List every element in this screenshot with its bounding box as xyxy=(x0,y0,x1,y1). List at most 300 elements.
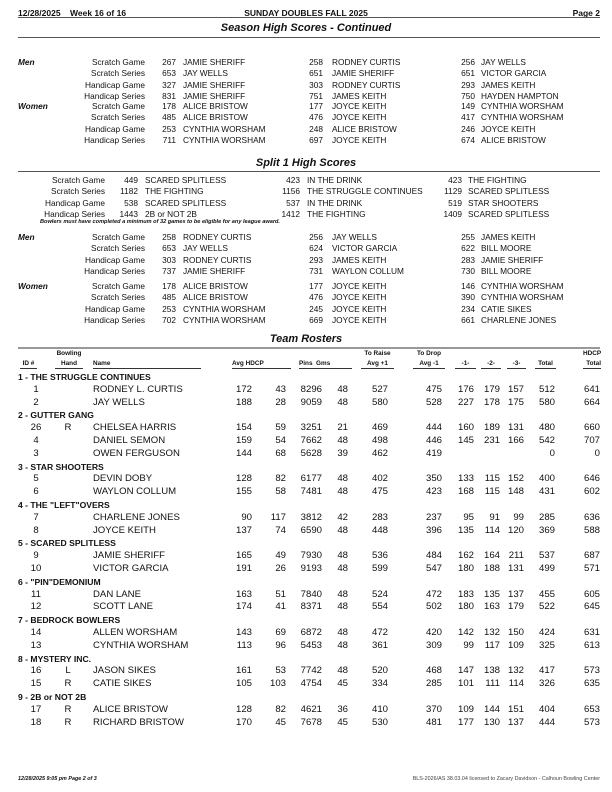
stat-hdcp-total: 707 xyxy=(583,435,600,446)
score-category: Handicap Series xyxy=(84,314,145,325)
bowler-name: CHELSEA HARRIS xyxy=(93,422,177,434)
stat-pins: 9059 xyxy=(300,396,322,408)
stat-g1: 180 xyxy=(457,563,474,574)
stat-g3: 137 xyxy=(507,588,524,600)
stat-raise: 530 xyxy=(371,716,388,728)
score-value: 751 xyxy=(309,90,323,101)
stat-avg: 144 xyxy=(235,447,252,459)
bowler-name: JAMIE SHERIFF xyxy=(183,90,246,101)
bowler-id: 26 xyxy=(30,422,42,434)
stat-gms: 21 xyxy=(337,422,348,434)
stat-drop: 468 xyxy=(425,665,442,677)
stat-drop: 285 xyxy=(425,678,442,690)
stat-g3: 150 xyxy=(507,627,524,638)
bowler-name: JAMIE SHERIFF xyxy=(183,57,246,67)
bowler-name: BILL MOORE xyxy=(481,243,532,254)
footer-license: BLS-2026/AS 38.03.04 licensed to Zacary Davidson - Calhoun Bowling Center xyxy=(412,776,600,782)
stat-hdcp: 53 xyxy=(275,665,286,677)
bowler-name: JAMES KEITH xyxy=(481,232,536,242)
score-value: 248 xyxy=(309,123,323,134)
score-value: 485 xyxy=(162,112,176,123)
col-hand-header: Hand xyxy=(55,360,83,369)
rosters-rule xyxy=(18,347,600,349)
score-value: 178 xyxy=(162,101,176,111)
score-value: 146 xyxy=(461,281,475,291)
score-category: Handicap Series xyxy=(44,208,105,219)
stat-gms: 48 xyxy=(337,563,348,574)
bowler-name: JAY WELLS xyxy=(332,232,377,242)
bowler-name: ALICE BRISTOW xyxy=(183,112,248,123)
team-name: THE FIGHTING xyxy=(145,186,204,197)
stat-gms: 48 xyxy=(337,435,348,446)
stat-hdcp-total: 588 xyxy=(583,524,600,536)
bowler-id: 2 xyxy=(33,396,39,408)
stat-avg: 137 xyxy=(235,524,252,536)
stat-drop: 309 xyxy=(425,639,442,651)
stat-total: 417 xyxy=(538,665,555,677)
score-value: 178 xyxy=(162,281,176,291)
stat-hdcp: 117 xyxy=(270,511,286,523)
stat-gms: 48 xyxy=(337,383,348,395)
stat-hdcp: 69 xyxy=(275,627,286,638)
stat-pins: 7662 xyxy=(300,435,322,446)
score-value: 476 xyxy=(309,292,323,303)
stat-hdcp: 74 xyxy=(275,524,286,536)
bowling-hand: L xyxy=(65,665,71,677)
split-high-title: Split 1 High Scores xyxy=(255,157,357,169)
bowler-name: OWEN FERGUSON xyxy=(93,447,180,459)
bowler-name: CYNTHIA WORSHAM xyxy=(481,292,564,303)
score-value: 245 xyxy=(309,303,323,314)
league-name: SUNDAY DOUBLES FALL 2025 xyxy=(244,8,368,18)
stat-hdcp-total: 573 xyxy=(583,716,600,728)
score-value: 731 xyxy=(309,265,323,276)
team-header: 6 - "PIN"DEMONIUM xyxy=(18,576,101,587)
col-hdcp-total-header: Total xyxy=(583,360,601,369)
bowler-name: JOYCE KEITH xyxy=(332,112,387,123)
bowler-id: 6 xyxy=(33,486,39,498)
stat-avg: 170 xyxy=(235,716,252,728)
stat-g1: 183 xyxy=(457,588,474,600)
stat-avg: 191 xyxy=(235,563,252,574)
stat-g2: 178 xyxy=(483,396,500,408)
stat-gms: 48 xyxy=(337,627,348,638)
report-date: 12/28/2025 xyxy=(18,8,61,18)
stat-raise: 410 xyxy=(371,703,388,715)
col-game2-header: -2- xyxy=(481,360,501,369)
score-value: 255 xyxy=(461,232,475,242)
score-category: Scratch Series xyxy=(91,68,145,79)
stat-gms: 48 xyxy=(337,665,348,677)
bowler-name: JOYCE KEITH xyxy=(93,524,156,536)
stat-hdcp: 59 xyxy=(275,422,286,434)
stat-total: 537 xyxy=(538,550,555,562)
team-header: 2 - GUTTER GANG xyxy=(18,410,94,421)
stat-gms: 48 xyxy=(337,550,348,562)
stat-g3: 179 xyxy=(507,601,524,613)
stat-g2: 115 xyxy=(484,486,500,498)
stat-hdcp: 49 xyxy=(275,550,286,562)
bowler-name: CYNTHIA WORSHAM xyxy=(481,281,564,291)
team-header: 1 - THE STRUGGLE CONTINUES xyxy=(18,372,151,382)
team-header: 3 - STAR SHOOTERS xyxy=(18,461,104,472)
stat-hdcp-total: 631 xyxy=(583,627,600,638)
score-value: 651 xyxy=(309,68,323,79)
stat-avg: 90 xyxy=(241,511,252,523)
group-label: Women xyxy=(18,101,48,111)
stat-drop: 481 xyxy=(425,716,442,728)
score-value: 651 xyxy=(461,68,475,79)
stat-g3: 175 xyxy=(507,396,524,408)
bowler-name: JAMIE SHERIFF xyxy=(183,79,246,90)
stat-g2: 132 xyxy=(483,627,500,638)
score-value: 661 xyxy=(461,314,475,325)
col-game1-header: -1- xyxy=(455,360,476,369)
report-week: Week 16 of 16 xyxy=(70,8,127,18)
stat-gms: 36 xyxy=(337,703,348,715)
stat-total: 285 xyxy=(538,511,555,523)
stat-avg: 188 xyxy=(235,396,252,408)
team-rosters-title: Team Rosters xyxy=(269,333,343,345)
stat-drop: 475 xyxy=(425,383,442,395)
stat-drop: 472 xyxy=(425,588,442,600)
bowler-id: 11 xyxy=(31,588,41,600)
stat-hdcp-total: 605 xyxy=(583,588,600,600)
stat-pins: 7840 xyxy=(300,588,322,600)
stat-hdcp-total: 646 xyxy=(583,473,600,485)
stat-gms: 48 xyxy=(337,486,348,498)
stat-pins: 7742 xyxy=(300,665,322,677)
bowler-name: CYNTHIA WORSHAM xyxy=(481,112,564,123)
score-value: 177 xyxy=(309,281,323,291)
bowler-name: JOYCE KEITH xyxy=(332,281,387,291)
bowler-name: CYNTHIA WORSHAM xyxy=(183,134,266,145)
stat-avg: 174 xyxy=(235,601,252,613)
stat-total: 480 xyxy=(538,422,555,434)
score-value: 293 xyxy=(309,254,323,265)
season-high-title: Season High Scores - Continued xyxy=(220,22,392,34)
score-value: 1412 xyxy=(281,208,300,219)
bowler-name: ALICE BRISTOW xyxy=(183,281,248,291)
stat-raise: 524 xyxy=(371,588,388,600)
bowler-name: CATIE SIKES xyxy=(93,678,152,690)
stat-pins: 4754 xyxy=(300,678,322,690)
stat-drop: 237 xyxy=(425,511,442,523)
bowler-name: RICHARD BRISTOW xyxy=(93,716,184,728)
team-name: THE FIGHTING xyxy=(307,208,366,219)
stat-hdcp-total: 613 xyxy=(583,639,600,651)
score-category: Scratch Series xyxy=(91,243,145,254)
stat-g1: 168 xyxy=(457,486,474,498)
stat-avg: 128 xyxy=(235,703,252,715)
stat-g3: 99 xyxy=(513,511,524,523)
stat-hdcp-total: 645 xyxy=(583,601,600,613)
stat-g1: 133 xyxy=(457,473,474,485)
footer-timestamp: 12/28/2025 9:05 pm Page 2 of 3 xyxy=(18,776,97,782)
stat-total: 522 xyxy=(538,601,555,613)
bowling-hand: R xyxy=(64,703,72,715)
bowler-id: 15 xyxy=(30,678,42,690)
bowler-name: RODNEY CURTIS xyxy=(183,254,252,265)
score-value: 423 xyxy=(286,175,300,185)
bowler-name: ALICE BRISTOW xyxy=(183,292,248,303)
bowler-name: JOYCE KEITH xyxy=(332,292,387,303)
score-value: 737 xyxy=(162,265,176,276)
stat-gms: 48 xyxy=(337,524,348,536)
stat-gms: 48 xyxy=(337,396,348,408)
score-value: 256 xyxy=(461,57,475,67)
stat-raise: 402 xyxy=(371,473,388,485)
stat-hdcp: 54 xyxy=(275,435,286,446)
stat-drop: 446 xyxy=(425,435,442,446)
stat-gms: 45 xyxy=(337,678,348,690)
bowler-name: VICTOR GARCIA xyxy=(481,68,547,79)
bowler-id: 9 xyxy=(33,550,39,562)
bowler-name: RODNEY CURTIS xyxy=(332,79,401,90)
stat-hdcp: 41 xyxy=(275,601,286,613)
bowler-name: JAY WELLS xyxy=(183,68,228,79)
stat-hdcp: 28 xyxy=(275,396,286,408)
bowler-id: 10 xyxy=(30,563,42,574)
stat-avg: 159 xyxy=(235,435,252,446)
stat-g2: 138 xyxy=(483,665,500,677)
col-total-header: Total xyxy=(535,360,556,369)
bowler-name: JOYCE KEITH xyxy=(332,314,387,325)
stat-drop: 370 xyxy=(425,703,442,715)
stat-g2: 188 xyxy=(483,563,500,574)
stat-drop: 396 xyxy=(425,524,442,536)
stat-total: 431 xyxy=(538,486,555,498)
stat-hdcp-total: 653 xyxy=(583,703,600,715)
bowler-name: JAMES KEITH xyxy=(332,254,387,265)
team-header: 8 - MYSTERY INC. xyxy=(18,653,92,664)
stat-hdcp: 51 xyxy=(275,588,286,600)
stat-raise: 520 xyxy=(371,665,388,677)
stat-g1: 176 xyxy=(457,383,474,395)
stat-pins: 6177 xyxy=(300,473,322,485)
score-value: 149 xyxy=(461,101,475,111)
col-avg-plus-header: Avg +1 xyxy=(361,360,394,369)
score-value: 1129 xyxy=(444,186,462,197)
stat-raise: 527 xyxy=(371,383,388,395)
stat-total: 0 xyxy=(549,447,555,459)
bowler-id: 7 xyxy=(33,511,39,523)
score-value: 674 xyxy=(461,134,475,145)
group-label: Men xyxy=(18,57,35,67)
score-value: 485 xyxy=(162,292,176,303)
stat-pins: 7678 xyxy=(300,716,322,728)
stat-g3: 120 xyxy=(507,524,524,536)
score-category: Scratch Series xyxy=(91,112,145,123)
stat-g3: 157 xyxy=(507,383,524,395)
stat-g3: 137 xyxy=(507,716,524,728)
stat-g1: 177 xyxy=(457,716,474,728)
stat-gms: 42 xyxy=(337,511,348,523)
bowler-name: ALICE BRISTOW xyxy=(93,703,168,715)
stat-g1: 135 xyxy=(457,524,474,536)
team-name: IN THE DRINK xyxy=(307,197,363,208)
score-category: Handicap Game xyxy=(85,254,145,265)
stat-hdcp-total: 0 xyxy=(594,447,600,459)
stat-g3: 132 xyxy=(507,665,524,677)
stat-pins: 4621 xyxy=(300,703,322,715)
stat-pins: 9193 xyxy=(300,563,322,574)
score-value: 293 xyxy=(461,79,475,90)
score-value: 256 xyxy=(309,232,323,242)
score-value: 327 xyxy=(162,79,176,90)
stat-g2: 163 xyxy=(483,601,500,613)
stat-avg: 105 xyxy=(235,678,252,690)
team-name: 2B or NOT 2B xyxy=(145,208,197,219)
score-category: Handicap Game xyxy=(85,123,145,134)
bowler-id: 18 xyxy=(30,716,42,728)
stat-hdcp: 96 xyxy=(275,639,286,651)
stat-g2: 189 xyxy=(483,422,500,434)
col-to-raise-header: To Raise xyxy=(364,350,391,357)
stat-raise: 475 xyxy=(371,486,388,498)
bowler-name: ALICE BRISTOW xyxy=(481,134,546,145)
stat-drop: 444 xyxy=(425,422,442,434)
stat-total: 325 xyxy=(538,639,555,651)
group-label: Men xyxy=(18,232,35,242)
bowling-hand: R xyxy=(64,678,72,690)
stat-pins: 7930 xyxy=(300,550,322,562)
bowler-name: JASON SIKES xyxy=(93,665,156,677)
stat-total: 444 xyxy=(538,716,555,728)
stat-g1: 160 xyxy=(457,422,474,434)
col-id-header: ID # xyxy=(20,360,37,369)
score-value: 711 xyxy=(162,134,176,145)
stat-g2: 91 xyxy=(489,511,500,523)
stat-g2: 130 xyxy=(483,716,500,728)
stat-gms: 48 xyxy=(337,639,348,651)
stat-raise: 469 xyxy=(371,422,388,434)
bowling-hand: R xyxy=(64,716,72,728)
score-value: 234 xyxy=(461,303,475,314)
stat-g3: 109 xyxy=(507,639,524,651)
stat-avg: 163 xyxy=(235,588,252,600)
score-category: Scratch Game xyxy=(91,281,145,291)
stat-total: 455 xyxy=(538,588,555,600)
stat-raise: 462 xyxy=(371,447,388,459)
stat-g3: 151 xyxy=(507,703,524,715)
bowler-name: RODNEY CURTIS xyxy=(332,57,401,67)
stat-g2: 115 xyxy=(484,473,500,485)
bowler-name: JAY WELLS xyxy=(93,396,145,408)
score-value: 702 xyxy=(162,314,176,325)
score-category: Handicap Game xyxy=(85,79,145,90)
stat-avg: 128 xyxy=(235,473,252,485)
bowler-name: ALLEN WORSHAM xyxy=(93,627,178,638)
stat-g1: 180 xyxy=(457,601,474,613)
stat-avg: 154 xyxy=(235,422,252,434)
stat-pins: 5628 xyxy=(300,447,322,459)
stat-raise: 554 xyxy=(371,601,388,613)
stat-total: 326 xyxy=(538,678,555,690)
score-value: 538 xyxy=(124,197,138,208)
stat-hdcp: 103 xyxy=(269,678,286,690)
stat-raise: 498 xyxy=(371,435,388,446)
bowler-name: JOYCE KEITH xyxy=(332,101,387,111)
stat-g2: 111 xyxy=(485,678,500,690)
stat-g3: 148 xyxy=(507,486,524,498)
score-value: 1443 xyxy=(119,208,138,219)
score-category: Handicap Game xyxy=(45,197,105,208)
stat-total: 542 xyxy=(538,435,555,446)
stat-total: 499 xyxy=(538,563,555,574)
bowler-name: CATIE SIKES xyxy=(481,303,532,314)
header-rule xyxy=(18,17,600,18)
score-value: 417 xyxy=(461,112,475,123)
stat-pins: 3251 xyxy=(300,422,322,434)
team-header: 4 - THE "LEFT"OVERS xyxy=(18,500,110,510)
score-category: Handicap Series xyxy=(84,90,145,101)
stat-pins: 7481 xyxy=(300,486,322,498)
stat-avg: 161 xyxy=(235,665,252,677)
bowler-name: RODNEY CURTIS xyxy=(183,232,252,242)
score-value: 1156 xyxy=(282,186,300,197)
score-category: Scratch Game xyxy=(91,101,145,111)
score-category: Scratch Game xyxy=(91,57,145,67)
stat-hdcp: 45 xyxy=(275,716,286,728)
score-value: 253 xyxy=(162,123,176,134)
stat-g2: 114 xyxy=(484,524,500,536)
score-category: Handicap Series xyxy=(84,134,145,145)
bowler-id: 14 xyxy=(30,627,42,638)
stat-drop: 547 xyxy=(425,563,442,574)
group-label: Women xyxy=(18,281,48,291)
team-header: 9 - 2B or NOT 2B xyxy=(18,692,87,702)
bowler-name: DAN LANE xyxy=(93,588,141,600)
stat-drop: 528 xyxy=(425,396,442,408)
stat-g3: 166 xyxy=(507,435,524,446)
score-value: 831 xyxy=(162,90,176,101)
stat-drop: 484 xyxy=(425,550,442,562)
stat-pins: 6872 xyxy=(300,627,322,638)
score-value: 653 xyxy=(162,243,176,254)
season-rule xyxy=(18,37,600,38)
stat-g3: 211 xyxy=(508,550,524,562)
stat-raise: 580 xyxy=(371,396,388,408)
stat-hdcp-total: 635 xyxy=(583,678,600,690)
bowling-hand: R xyxy=(64,422,72,434)
stat-g2: 231 xyxy=(483,435,500,446)
score-value: 669 xyxy=(309,314,323,325)
bowler-name: JAMIE SHERIFF xyxy=(183,265,246,276)
stat-hdcp-total: 687 xyxy=(583,550,600,562)
bowler-name: DANIEL SEMON xyxy=(93,435,166,446)
stat-g2: 179 xyxy=(483,383,500,395)
stat-drop: 502 xyxy=(425,601,442,613)
bowler-name: CYNTHIA WORSHAM xyxy=(93,639,189,651)
stat-g2: 144 xyxy=(483,703,500,715)
score-category: Scratch Series xyxy=(51,186,105,197)
team-name: SCARED SPLITLESS xyxy=(468,208,550,219)
stat-g3: 114 xyxy=(508,678,524,690)
stat-g1: 142 xyxy=(457,627,474,638)
stat-g1: 101 xyxy=(457,678,474,690)
score-value: 624 xyxy=(309,243,323,254)
stat-g1: 227 xyxy=(457,396,474,408)
stat-gms: 45 xyxy=(337,716,348,728)
col-game3-header: -3- xyxy=(507,360,526,369)
col-to-drop-header: To Drop xyxy=(416,350,442,357)
stat-raise: 599 xyxy=(371,563,388,574)
stat-g1: 145 xyxy=(457,435,474,446)
stat-raise: 283 xyxy=(371,511,388,523)
stat-raise: 536 xyxy=(371,550,388,562)
stat-g2: 135 xyxy=(483,588,500,600)
